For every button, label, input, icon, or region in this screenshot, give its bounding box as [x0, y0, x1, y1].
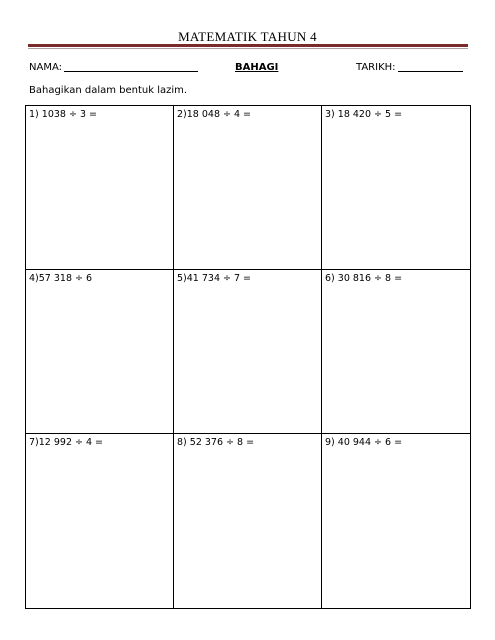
date-field-line — [398, 71, 463, 72]
name-label: NAMA: — [29, 62, 62, 73]
name-field-line — [64, 71, 198, 72]
question-cell: 9) 40 944 ÷ 6 = — [325, 437, 403, 448]
question-cell: 3) 18 420 ÷ 5 = — [322, 106, 470, 270]
question-cell: 4)57 318 ÷ 6 — [26, 270, 174, 434]
question-cell: 1) 1038 ÷ 3 = — [26, 106, 174, 270]
title-rule-thin — [28, 48, 468, 49]
question-cell: 5)41 734 ÷ 7 = — [174, 270, 322, 434]
question-cell: 6) 30 816 ÷ 8 = — [322, 270, 470, 434]
instruction-text: Bahagikan dalam bentuk lazim. — [29, 85, 188, 96]
date-label: TARIKH: — [356, 62, 396, 73]
title-rule — [28, 44, 468, 47]
question-grid — [25, 105, 471, 609]
question-cell: 8) 52 376 ÷ 8 = — [174, 434, 322, 608]
question-cell: 2)18 048 ÷ 4 = — [174, 106, 322, 270]
question-cell: 7)12 992 ÷ 4 = — [26, 434, 174, 608]
topic-heading: BAHAGI — [235, 62, 279, 73]
page-title: MATEMATIK TAHUN 4 — [178, 29, 317, 44]
